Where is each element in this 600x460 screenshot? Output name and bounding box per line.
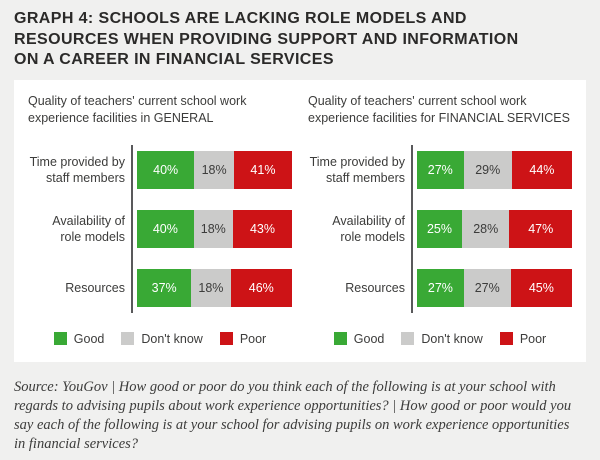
- legend-swatch: [54, 332, 67, 345]
- bar-segment-don-t-know: 18%: [194, 210, 233, 248]
- bar-segment-poor: 43%: [233, 210, 292, 248]
- chart-row: [28, 151, 292, 189]
- bar-segment-don-t-know: 27%: [464, 269, 511, 307]
- chart-row: [28, 210, 292, 248]
- bar-segment-good: 37%: [137, 269, 191, 307]
- chart-row: [308, 210, 572, 248]
- bar-segment-don-t-know: 18%: [191, 269, 230, 307]
- legend-label: Good: [73, 331, 105, 346]
- graph-title-line: GRAPH 4: SCHOOLS ARE LACKING ROLE MODELS AND: [14, 10, 467, 27]
- graph-title: [0, 0, 600, 71]
- legend-label: Poor: [519, 331, 547, 346]
- chart-subtitle-line: experience facilities in GENERAL: [28, 110, 214, 125]
- chart-subtitle-line: Quality of teachers' current school work: [28, 93, 247, 108]
- category-label: Time provided by staff members: [29, 154, 125, 185]
- legend-swatch: [220, 332, 233, 345]
- chart-subtitle-line: experience facilities for FINANCIAL SERVICES: [308, 110, 570, 125]
- stacked-bar: [417, 269, 572, 307]
- bar-segment-don-t-know: 18%: [194, 151, 234, 189]
- stacked-bar: [417, 210, 572, 248]
- category-label: Resources: [345, 280, 405, 295]
- chart-legend: [308, 332, 572, 346]
- bar-segment-poor: 46%: [231, 269, 292, 307]
- chart-legend: [28, 332, 292, 346]
- chart-row: [28, 269, 292, 307]
- legend-label: Don't know: [421, 331, 483, 346]
- legend-swatch: [121, 332, 134, 345]
- category-label: Time provided by staff members: [309, 154, 405, 185]
- bar-segment-poor: 41%: [234, 151, 292, 189]
- source-footnote: Source: YouGov | How good or poor do you think each of the following is at your school with regards to advising pupils about work experience opportunities? | How good or poor would you say each of the following is at your school for advising pupils on work experience opportunities in financial services?: [14, 378, 572, 452]
- chart-subtitle: [28, 93, 292, 129]
- bar-segment-poor: 47%: [509, 210, 572, 248]
- legend-item: [121, 332, 202, 346]
- chart-general: [28, 93, 292, 346]
- legend-swatch: [500, 332, 513, 345]
- chart-row: [308, 269, 572, 307]
- bar-segment-good: 27%: [417, 269, 464, 307]
- bar-segment-poor: 44%: [512, 151, 572, 189]
- legend-swatch: [401, 332, 414, 345]
- stacked-bar: [137, 151, 292, 189]
- baseline-axis: [131, 145, 133, 313]
- bar-segment-good: 25%: [417, 210, 462, 248]
- chart-plot-area: [308, 151, 572, 307]
- bar-segment-good: 27%: [417, 151, 464, 189]
- legend-item: [334, 332, 385, 346]
- legend-item: [401, 332, 482, 346]
- legend-item: [54, 332, 105, 346]
- bar-segment-don-t-know: 29%: [464, 151, 512, 189]
- legend-swatch: [334, 332, 347, 345]
- chart-row: [308, 151, 572, 189]
- category-label: Resources: [65, 280, 125, 295]
- legend-item: [500, 332, 546, 346]
- category-label: Availability of role models: [52, 213, 125, 244]
- chart-columns: [28, 93, 572, 346]
- bar-segment-don-t-know: 28%: [462, 210, 509, 248]
- stacked-bar: [417, 151, 572, 189]
- legend-label: Don't know: [141, 331, 203, 346]
- baseline-axis: [411, 145, 413, 313]
- stacked-bar: [137, 210, 292, 248]
- chart-financial-services: [308, 93, 572, 346]
- bar-segment-good: 40%: [137, 210, 194, 248]
- legend-label: Poor: [239, 331, 267, 346]
- bar-segment-poor: 45%: [511, 269, 572, 307]
- bar-segment-good: 40%: [137, 151, 194, 189]
- graph-title-line: ON A CAREER IN FINANCIAL SERVICES: [14, 51, 334, 68]
- stacked-bar: [137, 269, 292, 307]
- chart-panel: [14, 80, 586, 362]
- category-label: Availability of role models: [332, 213, 405, 244]
- chart-subtitle-line: Quality of teachers' current school work: [308, 93, 527, 108]
- chart-subtitle: [308, 93, 572, 129]
- chart-plot-area: [28, 151, 292, 307]
- graph-title-line: RESOURCES WHEN PROVIDING SUPPORT AND INFORMATION: [14, 30, 519, 48]
- legend-item: [220, 332, 266, 346]
- legend-label: Good: [353, 331, 385, 346]
